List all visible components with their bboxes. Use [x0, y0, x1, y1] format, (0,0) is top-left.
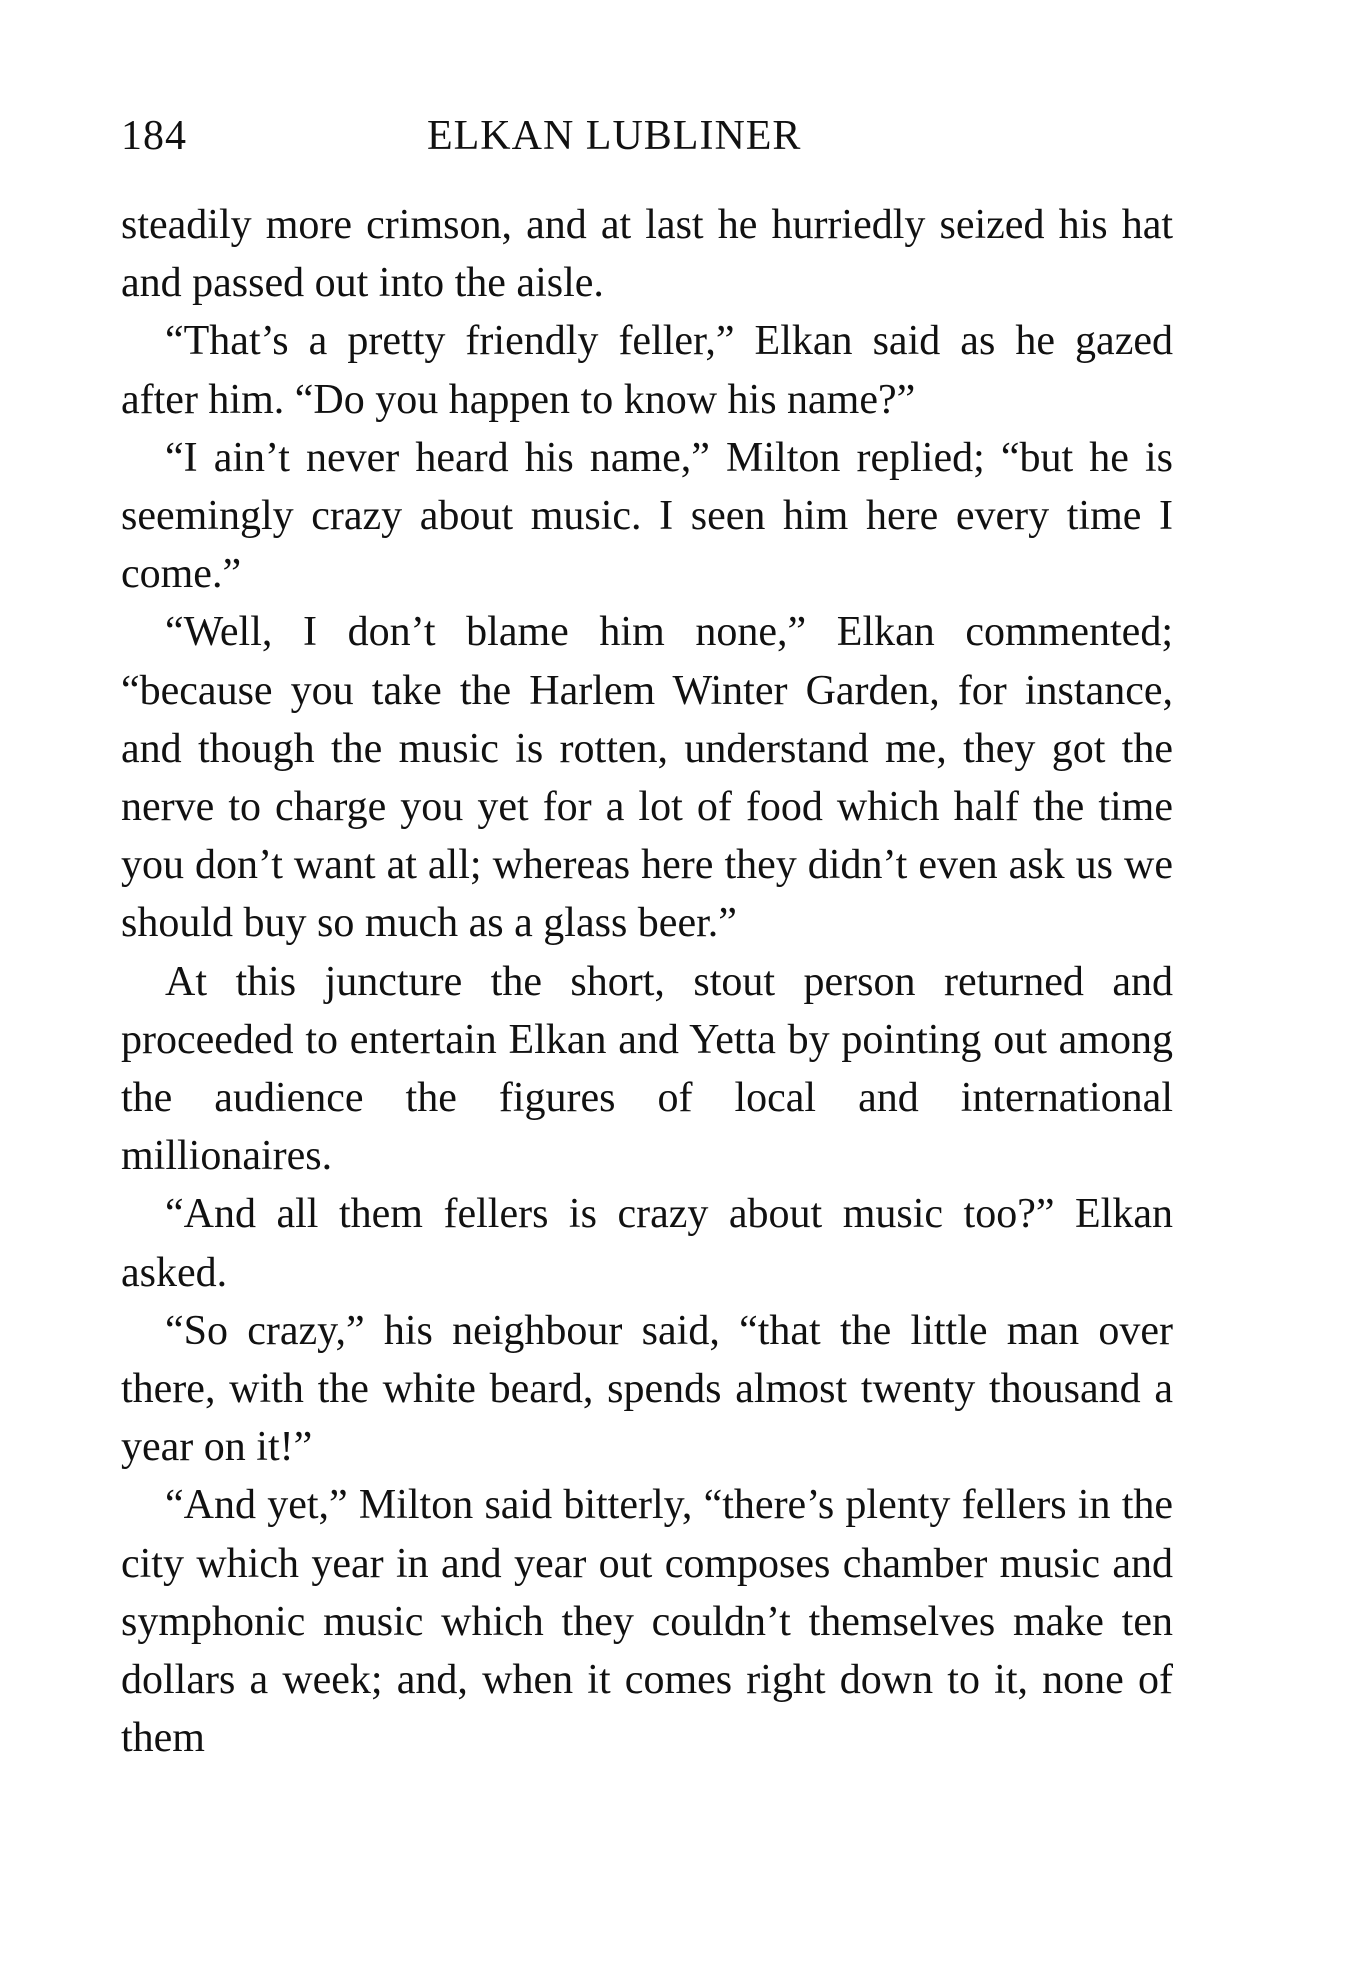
paragraph: “That’s a pretty friendly feller,” Elkan said as he gazed after him. “Do you happen to know his name?”	[121, 318, 1173, 423]
page-number: 184	[121, 113, 187, 159]
running-head	[121, 112, 1181, 172]
paragraph-continuation: steadily more crimson, and at last he hurriedly seized his hat and passed out into the aisle.	[121, 202, 1173, 307]
paragraph: “And all them fellers is crazy about music too?” Elkan asked.	[121, 1191, 1173, 1296]
running-title: ELKAN LUBLINER	[427, 113, 802, 159]
paragraph: “So crazy,” his neighbour said, “that the little man over there, with the white beard, spends almost twenty thousand a year on it!”	[121, 1307, 1173, 1471]
paragraph: “Well, I don’t blame him none,” Elkan commented; “because you take the Harlem Winter Garden, for instance, and though the music is rotten, understand me, they got the nerve to charge you yet for a lot of food which half the time you don’t want at all; whereas here they didn’t even ask us we should buy so much as a glass beer.”	[121, 609, 1173, 947]
body-text	[121, 196, 1173, 1767]
paragraph: “And yet,” Milton said bitterly, “there’s plenty fellers in the city which year in and year out composes chamber music and symphonic music which they couldn’t themselves make ten dollars a week; and, when it comes right down to it, none of them	[121, 1482, 1173, 1762]
paragraph: “I ain’t never heard his name,” Milton replied; “but he is seemingly crazy about music. I seen him here every time I come.”	[121, 434, 1173, 598]
paragraph: At this juncture the short, stout person returned and proceeded to entertain Elkan and Yetta by pointing out among the audience the figures of local and international millionaires.	[121, 958, 1173, 1180]
